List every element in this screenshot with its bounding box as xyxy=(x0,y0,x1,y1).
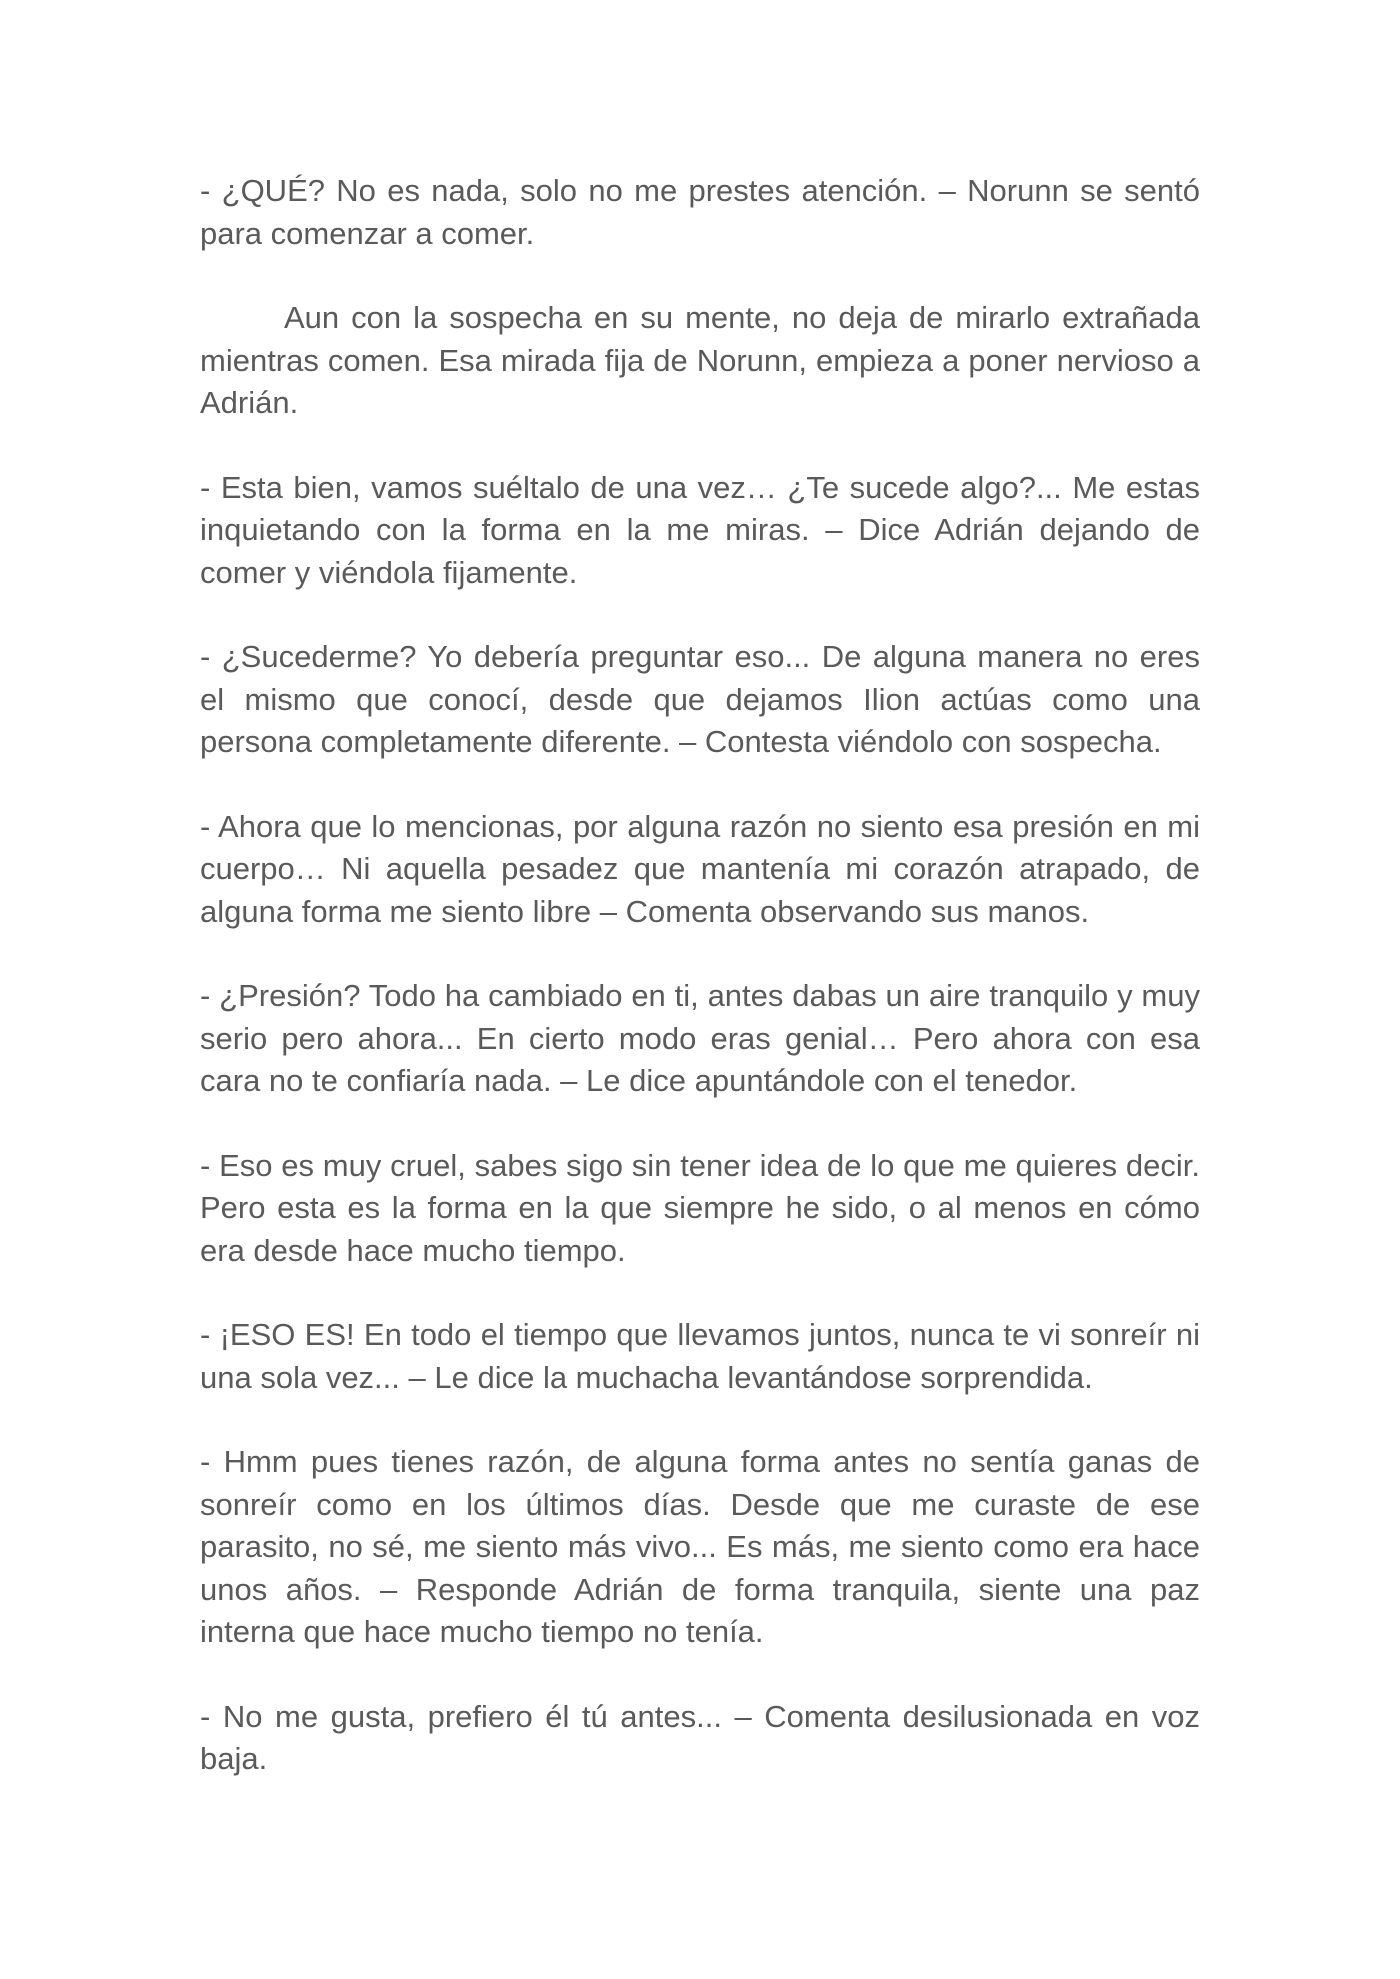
paragraph-6: - ¿Presión? Todo ha cambiado en ti, antes dabas un aire tranquilo y muy serio pero ahora... En cierto modo eras genial… Pero ahora con esa cara no te confiaría nada. – Le dice apuntándole con el tenedor. xyxy=(200,978,1200,1098)
paragraph-5: - Ahora que lo mencionas, por alguna razón no siento esa presión en mi cuerpo… Ni aquella pesadez que mantenía mi corazón atrapado, de alguna forma me siento libre – Comenta observando sus manos. xyxy=(200,808,1200,929)
paragraph-10: - No me gusta, prefiero él tú antes... – Comenta desilusionada en voz baja. xyxy=(200,1698,1200,1776)
document-body xyxy=(200,170,1200,1781)
paragraph-9: - Hmm pues tienes razón, de alguna forma antes no sentía ganas de sonreír como en los últimos días. Desde que me curaste de ese parasito, no sé, me siento más vivo... Es más, me siento como era hace unos años. – Responde Adrián de forma tranquila, siente una paz interna que hace mucho tiempo no tenía. xyxy=(200,1444,1200,1649)
paragraph-2: Aun con la sospecha en su mente, no deja de mirarlo extrañada mientras comen. Esa mirada fija de Norunn, empieza a poner nervioso a Adrián. xyxy=(200,300,1200,420)
paragraph-3: - Esta bien, vamos suéltalo de una vez… ¿Te sucede algo?... Me estas inquietando con la forma en la me miras. – Dice Adrián dejando de comer y viéndola fijamente. xyxy=(200,469,1200,590)
paragraph-8: - ¡ESO ES! En todo el tiempo que llevamos juntos, nunca te vi sonreír ni una sola vez... – Le dice la muchacha levantándose sorprendida. xyxy=(200,1317,1200,1395)
paragraph-1: - ¿QUÉ? No es nada, solo no me prestes atención. – Norunn se sentó para comenzar a comer. xyxy=(200,173,1200,251)
paragraph-7: - Eso es muy cruel, sabes sigo sin tener idea de lo que me quieres decir. Pero esta es la forma en la que siempre he sido, o al menos en cómo era desde hace mucho tiempo. xyxy=(200,1147,1200,1268)
paragraph-4: - ¿Sucederme? Yo debería preguntar eso... De alguna manera no eres el mismo que conocí, desde que dejamos Ilion actúas como una persona completamente diferente. – Contesta viéndolo con sospecha. xyxy=(200,639,1200,759)
